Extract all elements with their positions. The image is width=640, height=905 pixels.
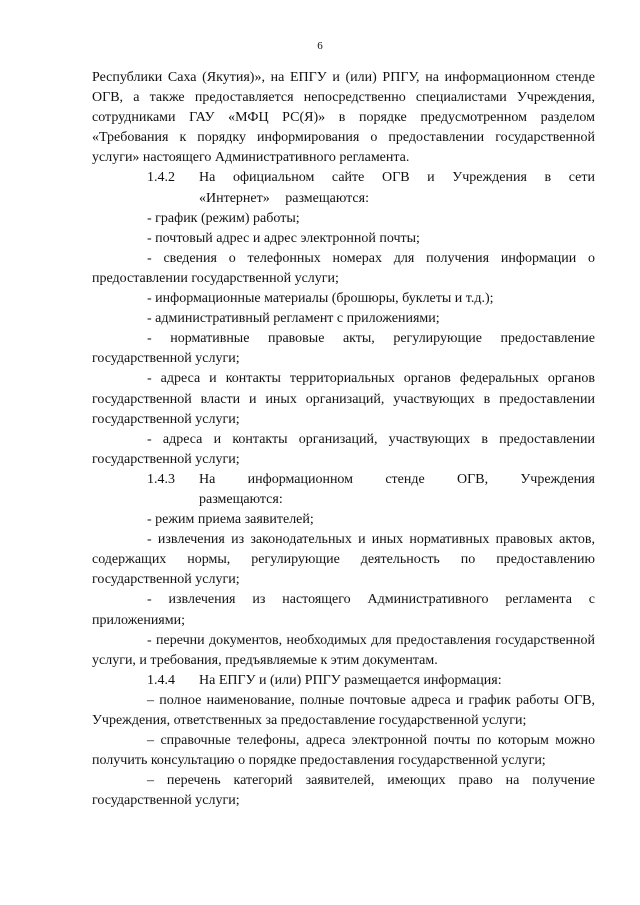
document-body (92, 68, 595, 811)
list-item: - извлечения из настоящего Административного регламента с приложениями; (92, 592, 595, 628)
list-item: - адреса и контакты организаций, участвующих в предоставлении государственной услуги; (92, 431, 595, 467)
section-number: 1.4.4 (147, 672, 175, 688)
list-item: - адреса и контакты территориальных органов федеральных органов государственной власти и иных организаций, участвующих в предоставлении государственной услуги; (92, 371, 595, 427)
section-1-4-4-heading (92, 671, 595, 691)
list-item: - почтовый адрес и адрес электронной почты; (147, 230, 420, 246)
section-heading-text: На официальном сайте ОГВ и Учреждения в сети «Интернет» размещаются: (199, 170, 595, 206)
paragraph-intro: Республики Саха (Якутия)», на ЕПГУ и (или) РПГУ, на информационном стенде ОГВ, а также предоставляется непосредственно специалистами Учреждения, сотрудниками ГАУ «МФЦ РС(Я)» в порядке предусмотренном разделом «Требования к порядку информирования о предоставлении государственной услуги» настоящего Административного регламента. (92, 70, 595, 166)
list-item: – перечень категорий заявителей, имеющих право на получение государственной услуги; (92, 773, 595, 809)
list-item: - перечни документов, необходимых для предоставления государственной услуги, и требования, предъявляемые к этим документам. (92, 632, 595, 668)
list-item: - режим приема заявителей; (147, 512, 314, 528)
section-1-4-2-heading (92, 168, 595, 208)
list-item: - информационные материалы (брошюры, буклеты и т.д.); (147, 291, 494, 307)
section-heading-text: На ЕПГУ и (или) РПГУ размещается информация: (199, 672, 502, 688)
section-number: 1.4.2 (147, 170, 175, 186)
list-item: – полное наименование, полные почтовые адреса и график работы ОГВ, Учреждения, ответственных за предоставление государственной услуги; (92, 692, 595, 728)
section-1-4-3-heading (92, 470, 595, 510)
page-number: 6 (317, 40, 323, 52)
list-item: - извлечения из законодательных и иных нормативных правовых актов, содержащих нормы, регулирующие деятельность по предоставлению государственной услуги; (92, 532, 595, 588)
section-number: 1.4.3 (147, 471, 175, 487)
section-heading-text: На информационном стенде ОГВ, Учреждения размещаются: (199, 471, 595, 507)
list-item: – справочные телефоны, адреса электронной почты по которым можно получить консультацию о порядке предоставления государственной услуги; (92, 733, 595, 769)
list-item: - сведения о телефонных номерах для получения информации о предоставлении государственной услуги; (92, 250, 595, 286)
list-item: - график (режим) работы; (147, 210, 300, 226)
list-item: - административный регламент с приложениями; (147, 311, 440, 327)
list-item: - нормативные правовые акты, регулирующие предоставление государственной услуги; (92, 331, 595, 367)
